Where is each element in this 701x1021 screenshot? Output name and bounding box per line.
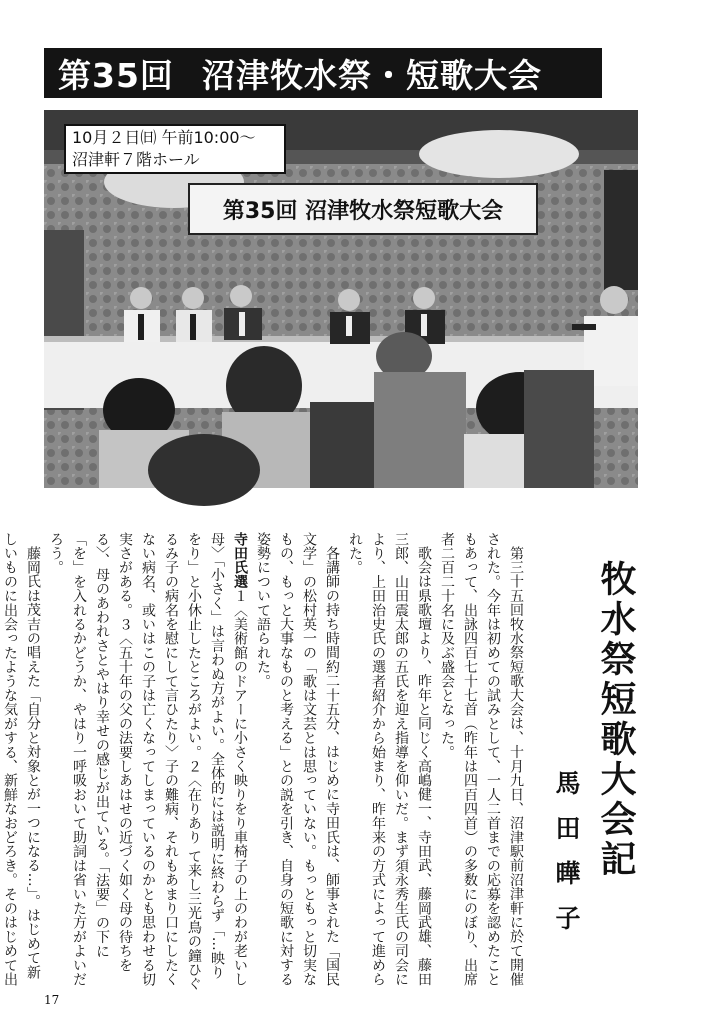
banner-number: 第35回 [58, 55, 174, 95]
section-label: 寺田氏選 [232, 532, 248, 589]
paragraph-1: 第三十五回牧水祭短歌大会は、十月九日、沼津駅前沼津軒に於て開催された。今年は初めての試みとして、一人二首までの応募を認めたこともあって、出詠四百七十七首（昨年は四百四首）の多数にのぼり、出席者二百二十名に及ぶ盛会となった。 [439, 532, 524, 987]
paragraph-2: 歌会は県歌壇より、昨年と同じく高嶋健一、寺田武、藤岡武雄、藤田三郎、山田震太郎の五氏を迎え指導を仰いだ。まず須永秀生氏の司会により、上田治史氏の選者紹介から始まり、昨年来の方式によって進められた。 [347, 532, 432, 987]
caption-venue: 沼津軒７階ホール [72, 150, 200, 169]
event-banner [44, 48, 602, 98]
photo-caption [64, 124, 286, 174]
caption-date-time: 10月２日㈰ 午前10:00～ [72, 128, 256, 147]
page-number: 17 [44, 993, 60, 1007]
article-body [2, 532, 527, 992]
article-author: 馬田曄子 [552, 770, 581, 950]
paragraph-final: 藤岡氏は茂吉の唱えた「自分と対象とが一つになる…」。はじめて新しいものに出会ったような気がする、新鮮なおどろき。そのはじめて出 [2, 532, 41, 987]
paragraph-3: 各講師の持ち時間約二十五分、はじめに寺田氏は、師事された「国民文学」の松村英一の「歌は文芸とは思っていない。もっともっと切実なもの、もっと大事なものと考える」との説を引き、自身の短歌に対する姿勢について語られた。 [255, 532, 340, 987]
section-text: １〈美術館のドアーに小さく映りをり車椅子の上のわが老いし母〉「小さく」は言わぬ方がよい。全体的には説明に終わらず「…映りをり」と小休止したところがよい。２〈在りあり て来し三光鳥の鐘ひぐるみ子の病名を慰にして言ひたり〉子の難病、それもあまり口にしたくない病名、或いはこの子は亡くなってしまっているのかとも思わせる切実さがある。３〈五十年の父の法要しあはせの近づく如く母の待ちをる〉、母のあわれさとやはり幸せの感じが出ている。「法要」の下に「を」を入れるかどうか、やはり一呼吸おいて助詞は省いた方がよいだろう。 [48, 532, 248, 992]
banner-title: 沼津牧水祭・短歌大会 [201, 55, 542, 95]
article-title: 牧水祭短歌大会記 [595, 560, 637, 880]
photo-sign-text: 第35回 沼津牧水祭短歌大会 [222, 199, 504, 224]
